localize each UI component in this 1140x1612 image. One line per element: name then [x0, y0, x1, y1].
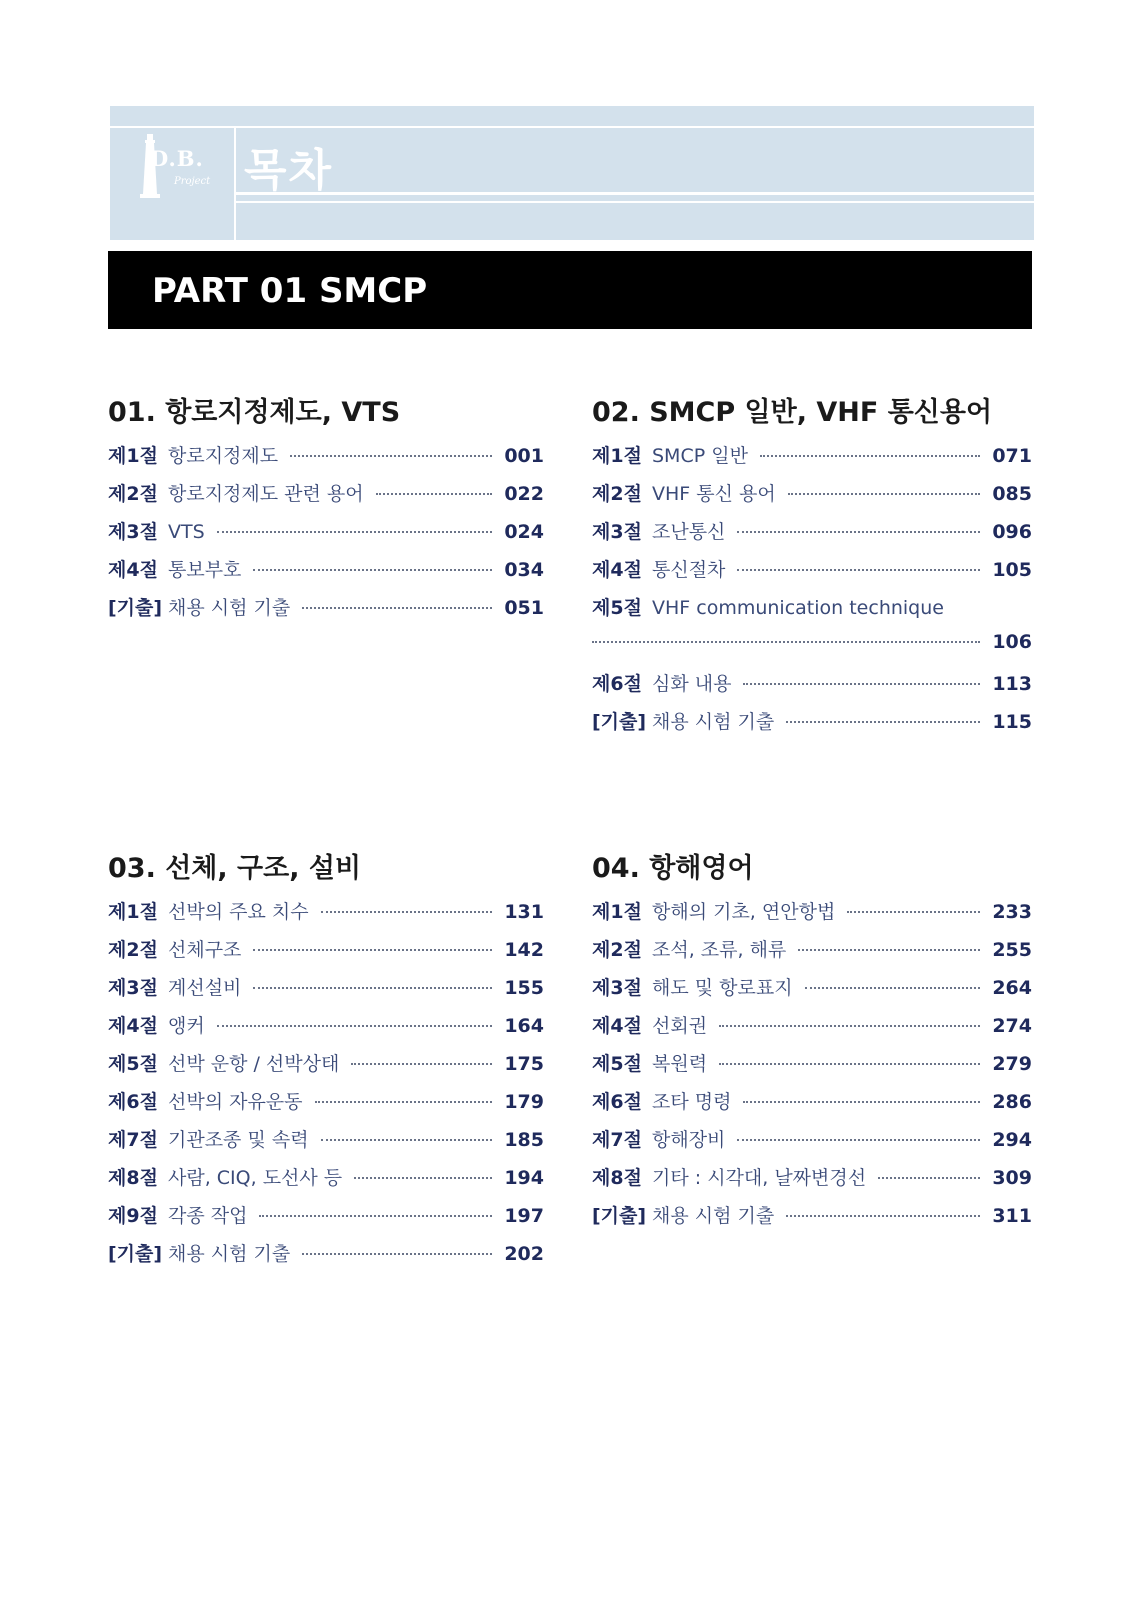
toc-entry[interactable] — [108, 441, 544, 479]
section-label: 제1절 — [108, 445, 158, 467]
section-title: 선체구조 — [168, 939, 242, 961]
section-title: VHF communication technique — [652, 597, 944, 619]
chapter-title: 01. 항로지정제도, VTS — [108, 397, 401, 428]
page-number: 022 — [504, 483, 544, 505]
dot-leader — [259, 1215, 492, 1217]
dot-leader — [737, 531, 980, 533]
dot-leader — [321, 1139, 492, 1141]
chapter-03 — [108, 846, 544, 1277]
dot-leader — [788, 493, 980, 495]
section-label: 제3절 — [108, 521, 158, 543]
dot-leader — [253, 949, 492, 951]
section-title: 계선설비 — [168, 977, 242, 999]
dot-leader — [321, 911, 492, 913]
toc-banner — [110, 106, 1034, 240]
section-title: 항해의 기초, 연안항법 — [652, 901, 836, 923]
section-label: 제3절 — [108, 977, 158, 999]
section-label: 제1절 — [592, 901, 642, 923]
toc-entry[interactable] — [108, 1201, 544, 1239]
section-title: 각종 작업 — [168, 1205, 248, 1227]
page-number: 131 — [504, 901, 544, 923]
page-number: 185 — [504, 1129, 544, 1151]
page-number: 085 — [992, 483, 1032, 505]
dot-leader — [798, 949, 980, 951]
db-project-logo — [138, 128, 228, 200]
part-header — [108, 251, 1032, 329]
section-title: 조난통신 — [652, 521, 726, 543]
page-number: 179 — [504, 1091, 544, 1113]
section-title: 채용 시험 기출 — [652, 711, 775, 733]
toc-entry[interactable] — [592, 973, 1032, 1011]
toc-entry[interactable] — [592, 1201, 1032, 1239]
logo-subtext: Project — [174, 176, 211, 187]
page-number: 115 — [992, 711, 1032, 733]
section-title: VHF 통신 용어 — [652, 483, 776, 505]
logo-text: D.B. — [150, 146, 204, 171]
toc-entry[interactable] — [108, 897, 544, 935]
page-number: 309 — [992, 1167, 1032, 1189]
dot-leader — [737, 1139, 980, 1141]
section-label: 제6절 — [108, 1091, 158, 1113]
toc-entry[interactable] — [108, 973, 544, 1011]
dot-leader — [217, 1025, 492, 1027]
dot-leader — [847, 911, 980, 913]
toc-entry[interactable] — [108, 1163, 544, 1201]
dot-leader — [351, 1063, 492, 1065]
dot-leader — [786, 1215, 980, 1217]
toc-entry[interactable] — [108, 1049, 544, 1087]
dot-leader — [354, 1177, 492, 1179]
section-label: 제9절 — [108, 1205, 158, 1227]
page-number: 113 — [992, 673, 1032, 695]
page-number: 255 — [992, 939, 1032, 961]
section-title: VTS — [168, 521, 205, 543]
dot-leader — [719, 1063, 980, 1065]
page-number: 024 — [504, 521, 544, 543]
section-title: 항해장비 — [652, 1129, 726, 1151]
toc-entry[interactable] — [108, 479, 544, 517]
section-title: 앵커 — [168, 1015, 205, 1037]
dot-leader — [376, 493, 492, 495]
page-number: 001 — [504, 445, 544, 467]
chapter-02 — [592, 390, 1032, 745]
dot-leader — [253, 987, 492, 989]
toc-entry[interactable] — [108, 1011, 544, 1049]
section-label: 제2절 — [592, 483, 642, 505]
section-label: 제3절 — [592, 521, 642, 543]
section-label: 제7절 — [592, 1129, 642, 1151]
section-label: [기출] — [108, 1243, 163, 1265]
dot-leader — [878, 1177, 980, 1179]
section-label: 제6절 — [592, 1091, 642, 1113]
banner-rule — [234, 201, 1034, 203]
section-title: 선박의 자유운동 — [168, 1091, 303, 1113]
section-title: 해도 및 항로표지 — [652, 977, 793, 999]
section-label: 제8절 — [592, 1167, 642, 1189]
section-title: 항로지정제도 — [168, 445, 279, 467]
section-label: 제1절 — [592, 445, 642, 467]
chapter-title: 02. SMCP 일반, VHF 통신용어 — [592, 397, 993, 428]
section-title: 기타 : 시각대, 날짜변경선 — [652, 1167, 867, 1189]
section-label: 제6절 — [592, 673, 642, 695]
dot-leader — [217, 531, 492, 533]
chapter-01 — [108, 390, 544, 631]
page-number: 034 — [504, 559, 544, 581]
page-number: 175 — [504, 1053, 544, 1075]
section-title: 채용 시험 기출 — [168, 597, 291, 619]
section-title: SMCP 일반 — [652, 445, 748, 467]
section-title: 복원력 — [652, 1053, 708, 1075]
section-title: 심화 내용 — [652, 673, 732, 695]
dot-leader — [737, 569, 980, 571]
page-number: 096 — [992, 521, 1032, 543]
dot-leader — [743, 1101, 980, 1103]
page-number: 286 — [992, 1091, 1032, 1113]
dot-leader — [805, 987, 980, 989]
section-label: 제7절 — [108, 1129, 158, 1151]
toc-entry[interactable] — [592, 1011, 1032, 1049]
toc-entry[interactable] — [108, 517, 544, 555]
section-label: 제5절 — [108, 1053, 158, 1075]
section-label: 제4절 — [108, 1015, 158, 1037]
section-title: 선회권 — [652, 1015, 708, 1037]
page-number: 071 — [992, 445, 1032, 467]
section-label: 제2절 — [108, 483, 158, 505]
toc-entry[interactable] — [592, 669, 1032, 707]
dot-leader — [302, 607, 492, 609]
dot-leader — [786, 721, 980, 723]
toc-entry[interactable] — [592, 555, 1032, 593]
section-label: 제4절 — [592, 559, 642, 581]
page-number: 197 — [504, 1205, 544, 1227]
section-label: 제8절 — [108, 1167, 158, 1189]
banner-divider — [234, 128, 236, 240]
page-number: 164 — [504, 1015, 544, 1037]
page-number: 106 — [992, 631, 1032, 653]
dot-leader — [743, 683, 980, 685]
section-label: [기출] — [108, 597, 163, 619]
section-title: 사람, CIQ, 도선사 등 — [168, 1167, 343, 1189]
section-title: 조타 명령 — [652, 1091, 732, 1113]
page-title: 목차 — [244, 145, 334, 196]
dot-leader — [315, 1101, 492, 1103]
section-title: 항로지정제도 관련 용어 — [168, 483, 364, 505]
toc-entry[interactable] — [592, 593, 1032, 631]
dot-leader — [719, 1025, 980, 1027]
toc-entry[interactable] — [108, 593, 544, 631]
section-title: 기관조종 및 속력 — [168, 1129, 309, 1151]
section-title: 통보부호 — [168, 559, 242, 581]
page-number: 051 — [504, 597, 544, 619]
toc-entry[interactable] — [592, 707, 1032, 745]
toc-entry[interactable] — [592, 441, 1032, 479]
page-number: 155 — [504, 977, 544, 999]
chapter-title: 03. 선체, 구조, 설비 — [108, 853, 362, 884]
toc-entry[interactable] — [108, 1125, 544, 1163]
page-number: 202 — [504, 1243, 544, 1265]
section-label: [기출] — [592, 711, 647, 733]
page-number: 194 — [504, 1167, 544, 1189]
section-label: 제2절 — [592, 939, 642, 961]
section-label: 제5절 — [592, 1053, 642, 1075]
banner-rule — [110, 126, 1034, 128]
page-number: 279 — [992, 1053, 1032, 1075]
page-number: 311 — [992, 1205, 1032, 1227]
section-title: 채용 시험 기출 — [652, 1205, 775, 1227]
banner-rule — [234, 192, 1034, 195]
chapter-04 — [592, 846, 1032, 1239]
dot-leader — [290, 455, 492, 457]
toc-entry[interactable] — [592, 1049, 1032, 1087]
toc-entry[interactable] — [108, 1087, 544, 1125]
section-title: 채용 시험 기출 — [168, 1243, 291, 1265]
toc-entry-continuation[interactable] — [592, 631, 1032, 669]
section-label: 제4절 — [592, 1015, 642, 1037]
section-label: 제4절 — [108, 559, 158, 581]
toc-entry[interactable] — [592, 479, 1032, 517]
page-number: 142 — [504, 939, 544, 961]
dot-leader — [760, 455, 980, 457]
section-label: [기출] — [592, 1205, 647, 1227]
dot-leader — [302, 1253, 492, 1255]
page-number: 294 — [992, 1129, 1032, 1151]
page-number: 274 — [992, 1015, 1032, 1037]
page-number: 264 — [992, 977, 1032, 999]
page-number: 105 — [992, 559, 1032, 581]
toc-entry[interactable] — [108, 555, 544, 593]
toc-entry[interactable] — [108, 1239, 544, 1277]
part-title: PART 01 SMCP — [152, 271, 428, 311]
toc-entry[interactable] — [592, 517, 1032, 555]
dot-leader — [592, 641, 980, 643]
section-label: 제1절 — [108, 901, 158, 923]
section-title: 조석, 조류, 해류 — [652, 939, 787, 961]
chapter-title: 04. 항해영어 — [592, 853, 754, 884]
toc-entry[interactable] — [592, 897, 1032, 935]
page-number: 233 — [992, 901, 1032, 923]
section-title: 선박의 주요 치수 — [168, 901, 309, 923]
section-label: 제2절 — [108, 939, 158, 961]
toc-entry[interactable] — [592, 1163, 1032, 1201]
section-title: 통신절차 — [652, 559, 726, 581]
toc-entry[interactable] — [108, 935, 544, 973]
toc-entry[interactable] — [592, 1125, 1032, 1163]
toc-entry[interactable] — [592, 935, 1032, 973]
section-label: 제3절 — [592, 977, 642, 999]
dot-leader — [253, 569, 492, 571]
section-label: 제5절 — [592, 597, 642, 619]
toc-entry[interactable] — [592, 1087, 1032, 1125]
section-title: 선박 운항 / 선박상태 — [168, 1053, 340, 1075]
